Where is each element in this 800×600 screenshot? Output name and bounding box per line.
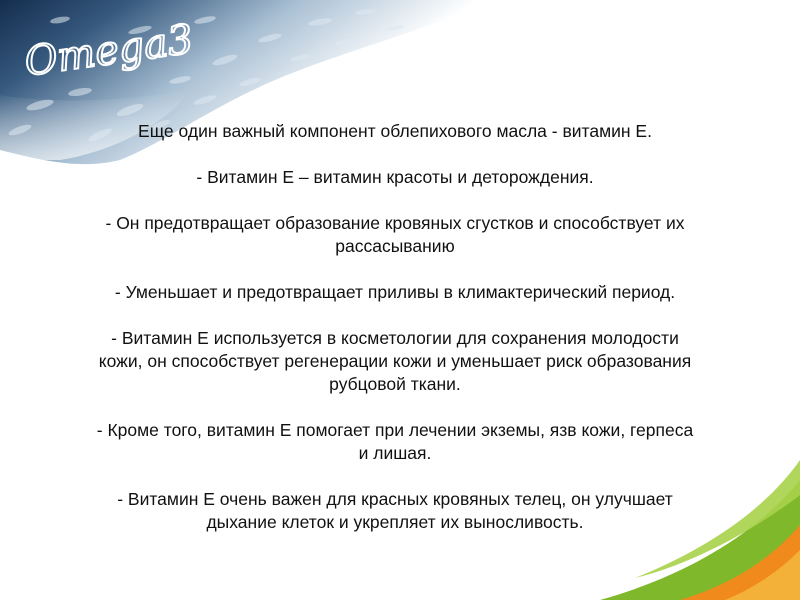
paragraph-intro: Еще один важный компонент облепихового масла - витамин Е. (138, 121, 652, 141)
paragraph-beauty: - Витамин Е – витамин красоты и деторождения. (196, 167, 594, 187)
paragraph-cosmetology: - Витамин Е используется в косметологии для сохранения молодости кожи, он способствует регенерации кожи и уменьшает риск образования рубцовой ткани. (98, 328, 692, 394)
slide-body-text (50, 120, 740, 557)
paragraph-eczema: - Кроме того, витамин Е помогает при лечении экземы, язв кожи, герпеса и лишая. (96, 420, 694, 463)
omega3-logo (18, 14, 198, 84)
paragraph-red-blood-cells: - Витамин Е очень важен для красных кровяных телец, он улучшает дыхание клеток и укрепляет их выносливость. (117, 489, 673, 532)
svg-text:Omega3: Omega3 (21, 16, 196, 84)
paragraph-clots: - Он предотвращает образование кровяных сгустков и способствует их рассасыванию (105, 213, 685, 256)
paragraph-menopause: - Уменьшает и предотвращает приливы в климактерический период. (114, 282, 676, 302)
